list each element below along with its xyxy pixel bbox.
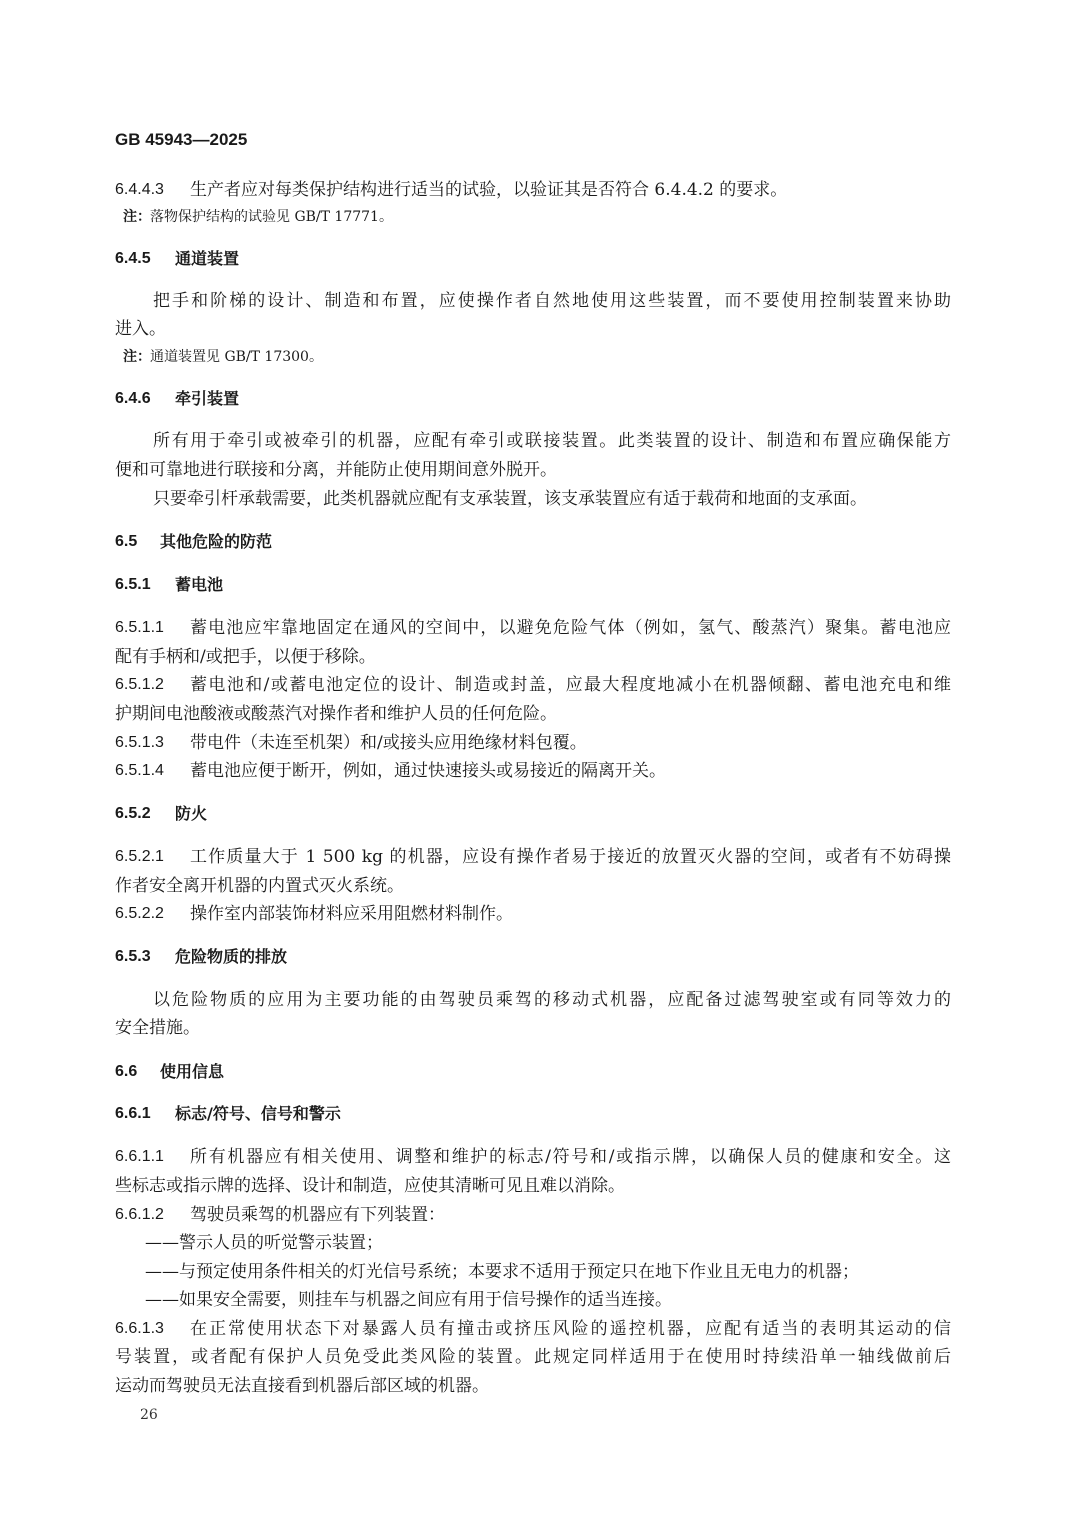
clause	[0, 674, 1080, 696]
line-text: 所有用于牵引或被牵引的机器，应配有牵引或联接装置。此类装置的设计、制造和布置应确保能方	[153, 431, 951, 451]
continuation-line	[0, 703, 1080, 725]
paragraph-line	[0, 430, 1080, 452]
line-text: 些标志或指示牌的选择、设计和制造，应使其清晰可见且难以消除。	[115, 1176, 625, 1196]
section-heading	[0, 248, 1080, 270]
clause	[0, 760, 1080, 782]
line-text: ——与预定使用条件相关的灯光信号系统；本要求不适用于预定只在地下作业且无电力的机器；	[145, 1262, 859, 1282]
list-item	[0, 1232, 1080, 1254]
line-text: 所有机器应有相关使用、调整和维护的标志/符号和/或指示牌，以确保人员的健康和安全。这	[190, 1147, 951, 1167]
line-text: 配有手柄和/或把手，以便于移除。	[115, 647, 376, 667]
clause-number: 6.5.1.2	[115, 676, 164, 693]
line-text: 使用信息	[160, 1062, 225, 1081]
clause	[0, 903, 1080, 925]
line-text: 工作质量大于 1 500 kg 的机器，应设有操作者易于接近的放置灭火器的空间，或者有不妨碍操	[190, 847, 951, 867]
line-text: 操作室内部装饰材料应采用阻燃材料制作。	[190, 904, 513, 924]
clause-number: 6.6	[115, 1063, 138, 1080]
line-text: 在正常使用状态下对暴露人员有撞击或挤压风险的遥控机器，应配有适当的表明其运动的信	[190, 1319, 951, 1339]
line-text: 蓄电池和/或蓄电池定位的设计、制造或封盖，应最大程度地减小在机器倾翻、蓄电池充电和维	[190, 675, 951, 695]
line-text: 把手和阶梯的设计、制造和布置，应使操作者自然地使用这些装置，而不要使用控制装置来协助	[153, 291, 951, 311]
line-text: 生产者应对每类保护结构进行适当的试验，以验证其是否符合 6.4.4.2 的要求。	[190, 180, 788, 200]
continuation-line	[0, 1017, 1080, 1039]
clause-number: 6.6.1	[115, 1105, 151, 1122]
clause-number: 6.4.4.3	[115, 181, 164, 198]
clause-number: 6.6.1.3	[115, 1320, 164, 1337]
clause	[0, 1318, 1080, 1340]
note	[0, 346, 1080, 368]
clause-number: 6.5.3	[115, 948, 151, 965]
clause-number: 6.5.2.2	[115, 905, 164, 922]
line-text: 带电件（未连至机架）和/或接头应用绝缘材料包覆。	[190, 733, 587, 753]
standard-code-header: GB 45943—2025	[115, 130, 248, 149]
line-text: 只要牵引杆承载需要，此类机器就应配有支承装置，该支承装置应有适于载荷和地面的支承面。	[153, 489, 867, 509]
list-item	[0, 1261, 1080, 1283]
section-heading	[0, 946, 1080, 968]
line-text: 危险物质的排放	[175, 947, 288, 966]
clause-number: 6.5	[115, 533, 138, 550]
line-text: 其他危险的防范	[160, 532, 273, 551]
page-number: 26	[140, 1407, 158, 1423]
line-text: 便和可靠地进行联接和分离，并能防止使用期间意外脱开。	[115, 460, 557, 480]
clause-number: 6.6.1.1	[115, 1148, 164, 1165]
clause-number: 6.5.1.3	[115, 734, 164, 751]
line-text: 号装置，或者配有保护人员免受此类风险的装置。此规定同样适用于在使用时持续沿单一轴线做前后	[115, 1347, 951, 1367]
clause-number: 6.6.1.2	[115, 1206, 164, 1223]
line-text: 蓄电池	[175, 575, 224, 594]
clause-number: 6.4.5	[115, 250, 151, 267]
clause	[0, 732, 1080, 754]
line-text: 通道装置见 GB/T 17300。	[150, 349, 323, 365]
paragraph-line	[0, 488, 1080, 510]
section-heading	[0, 803, 1080, 825]
clause	[0, 617, 1080, 639]
note	[0, 206, 1080, 228]
continuation-line	[0, 1175, 1080, 1197]
paragraph-line	[0, 989, 1080, 1011]
section-heading	[0, 531, 1080, 553]
line-text: 安全措施。	[115, 1018, 200, 1038]
note-label: 注：	[123, 209, 151, 225]
line-text: 驾驶员乘驾的机器应有下列装置：	[190, 1205, 445, 1225]
section-heading	[0, 574, 1080, 596]
clause-number: 6.5.1	[115, 576, 151, 593]
continuation-line	[0, 318, 1080, 340]
clause-number: 6.5.2.1	[115, 848, 164, 865]
line-text: 以危险物质的应用为主要功能的由驾驶员乘驾的移动式机器，应配备过滤驾驶室或有同等效力的	[153, 990, 951, 1010]
line-text: 牵引装置	[175, 389, 240, 408]
line-text: 蓄电池应牢靠地固定在通风的空间中，以避免危险气体（例如，氢气、酸蒸汽）聚集。蓄电池应	[190, 618, 951, 638]
line-text: 落物保护结构的试验见 GB/T 17771。	[150, 209, 393, 225]
line-text: 运动而驾驶员无法直接看到机器后部区域的机器。	[115, 1376, 489, 1396]
continuation-line	[0, 1375, 1080, 1397]
line-text: 通道装置	[175, 249, 240, 268]
line-text: ——如果安全需要，则挂车与机器之间应有用于信号操作的适当连接。	[145, 1290, 672, 1310]
clause-number: 6.5.1.4	[115, 762, 164, 779]
clause	[0, 179, 1080, 201]
continuation-line	[0, 875, 1080, 897]
continuation-line	[0, 459, 1080, 481]
line-text: 进入。	[115, 319, 166, 339]
paragraph-line	[0, 290, 1080, 312]
line-text: 蓄电池应便于断开，例如，通过快速接头或易接近的隔离开关。	[190, 761, 666, 781]
clause-number: 6.5.2	[115, 805, 151, 822]
clause	[0, 1204, 1080, 1226]
section-heading	[0, 1103, 1080, 1125]
line-text: 防火	[175, 804, 208, 823]
clause-number: 6.5.1.1	[115, 619, 164, 636]
clause-number: 6.4.6	[115, 390, 151, 407]
section-heading	[0, 388, 1080, 410]
line-text: 作者安全离开机器的内置式灭火系统。	[115, 876, 404, 896]
clause	[0, 846, 1080, 868]
list-item	[0, 1289, 1080, 1311]
line-text: 标志/符号、信号和警示	[175, 1104, 341, 1123]
section-heading	[0, 1061, 1080, 1083]
line-text: ——警示人员的听觉警示装置；	[145, 1233, 383, 1253]
note-label: 注：	[123, 349, 151, 365]
line-text: 护期间电池酸液或酸蒸汽对操作者和维护人员的任何危险。	[115, 704, 557, 724]
continuation-line	[0, 646, 1080, 668]
clause	[0, 1146, 1080, 1168]
continuation-line	[0, 1346, 1080, 1368]
